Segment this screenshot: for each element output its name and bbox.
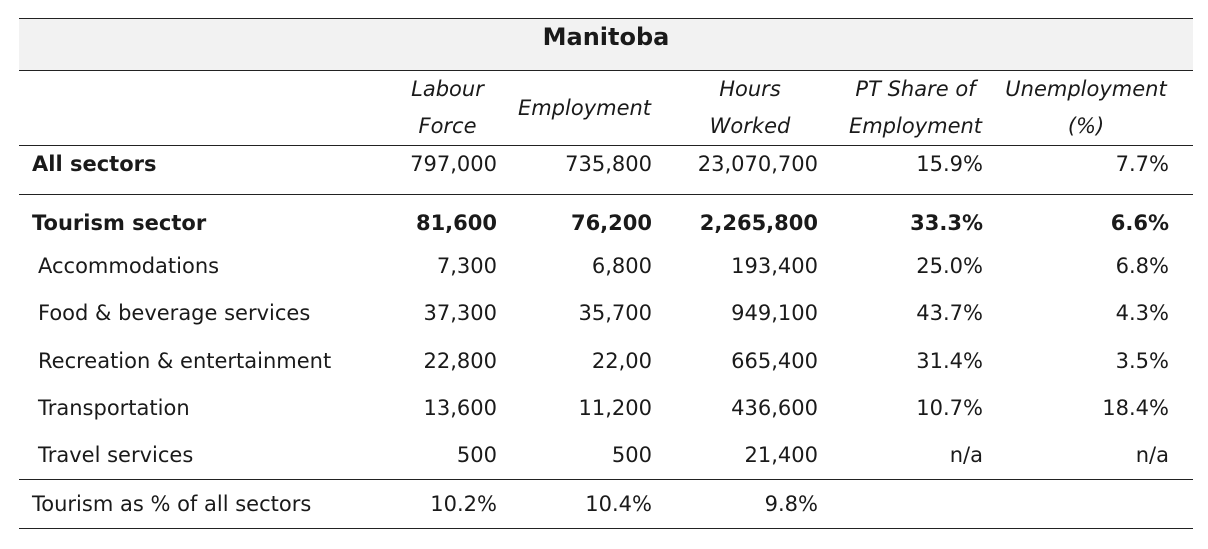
header-unemployment: Unemployment (%): [1005, 77, 1167, 138]
cell-unemployment: 6.8%: [1115, 253, 1169, 278]
table-row: [19, 290, 1193, 338]
cell-employment: 76,200: [570, 210, 652, 235]
cell-unemployment: 7.7%: [1115, 152, 1169, 176]
table-row: [19, 337, 1193, 385]
cell-hours-worked: 9.8%: [764, 491, 818, 516]
cell-employment: 35,700: [578, 301, 652, 326]
cell-employment: 6,800: [591, 253, 652, 278]
cell-hours-worked: 23,070,700: [697, 152, 818, 176]
cell-labour-force: 13,600: [423, 396, 497, 421]
cell-labour-force: 7,300: [436, 253, 497, 278]
cell-unemployment: 3.5%: [1115, 348, 1169, 373]
cell-pt-share: 10.7%: [916, 396, 983, 421]
cell-unemployment: n/a: [1135, 443, 1169, 468]
cell-employment: 500: [611, 443, 652, 468]
row-label: Accommodations: [38, 253, 220, 278]
cell-hours-worked: 193,400: [731, 253, 818, 278]
cell-pt-share: n/a: [949, 443, 983, 468]
header-labour-force: Labour Force: [411, 77, 484, 138]
cell-employment: 735,800: [565, 152, 652, 176]
cell-hours-worked: 21,400: [744, 443, 818, 468]
row-label: Recreation & entertainment: [38, 348, 332, 373]
cell-labour-force: 22,800: [423, 348, 497, 373]
cell-pt-share: 25.0%: [916, 253, 983, 278]
table-row: [19, 146, 1193, 195]
table-row: [19, 385, 1193, 433]
cell-labour-force: 10.2%: [430, 491, 497, 516]
cell-pt-share: 15.9%: [916, 152, 983, 176]
cell-hours-worked: 436,600: [731, 396, 818, 421]
cell-hours-worked: 949,100: [731, 301, 818, 326]
cell-labour-force: 37,300: [423, 301, 497, 326]
cell-hours-worked: 665,400: [731, 348, 818, 373]
cell-unemployment: 4.3%: [1115, 301, 1169, 326]
cell-labour-force: 81,600: [415, 210, 497, 235]
row-label: Transportation: [38, 396, 190, 421]
header-row: [19, 71, 1193, 146]
table-row: [19, 480, 1193, 529]
cell-employment: 11,200: [578, 396, 652, 421]
cell-hours-worked: 2,265,800: [699, 210, 818, 235]
row-label: Tourism sector: [32, 210, 207, 235]
header-pt-share: PT Share of Employment: [848, 77, 983, 138]
table-row: [19, 195, 1193, 242]
row-label: All sectors: [32, 152, 157, 176]
table-title: Manitoba: [19, 18, 1193, 71]
tourism-table: [19, 18, 1193, 529]
row-label: Travel services: [38, 443, 194, 468]
cell-unemployment: 6.6%: [1110, 210, 1169, 235]
table-row: [19, 432, 1193, 480]
row-label: Tourism as % of all sectors: [32, 491, 312, 516]
cell-employment: 22,00: [591, 348, 652, 373]
table-row: [19, 242, 1193, 290]
cell-pt-share: 33.3%: [910, 210, 983, 235]
cell-pt-share: 43.7%: [916, 301, 983, 326]
cell-employment: 10.4%: [585, 491, 652, 516]
row-label: Food & beverage services: [38, 301, 311, 326]
cell-labour-force: 797,000: [410, 152, 497, 176]
header-employment: Employment: [517, 95, 652, 120]
cell-labour-force: 500: [456, 443, 497, 468]
cell-unemployment: 18.4%: [1102, 396, 1169, 421]
cell-pt-share: 31.4%: [916, 348, 983, 373]
header-hours-worked: Hours Worked: [709, 77, 791, 138]
